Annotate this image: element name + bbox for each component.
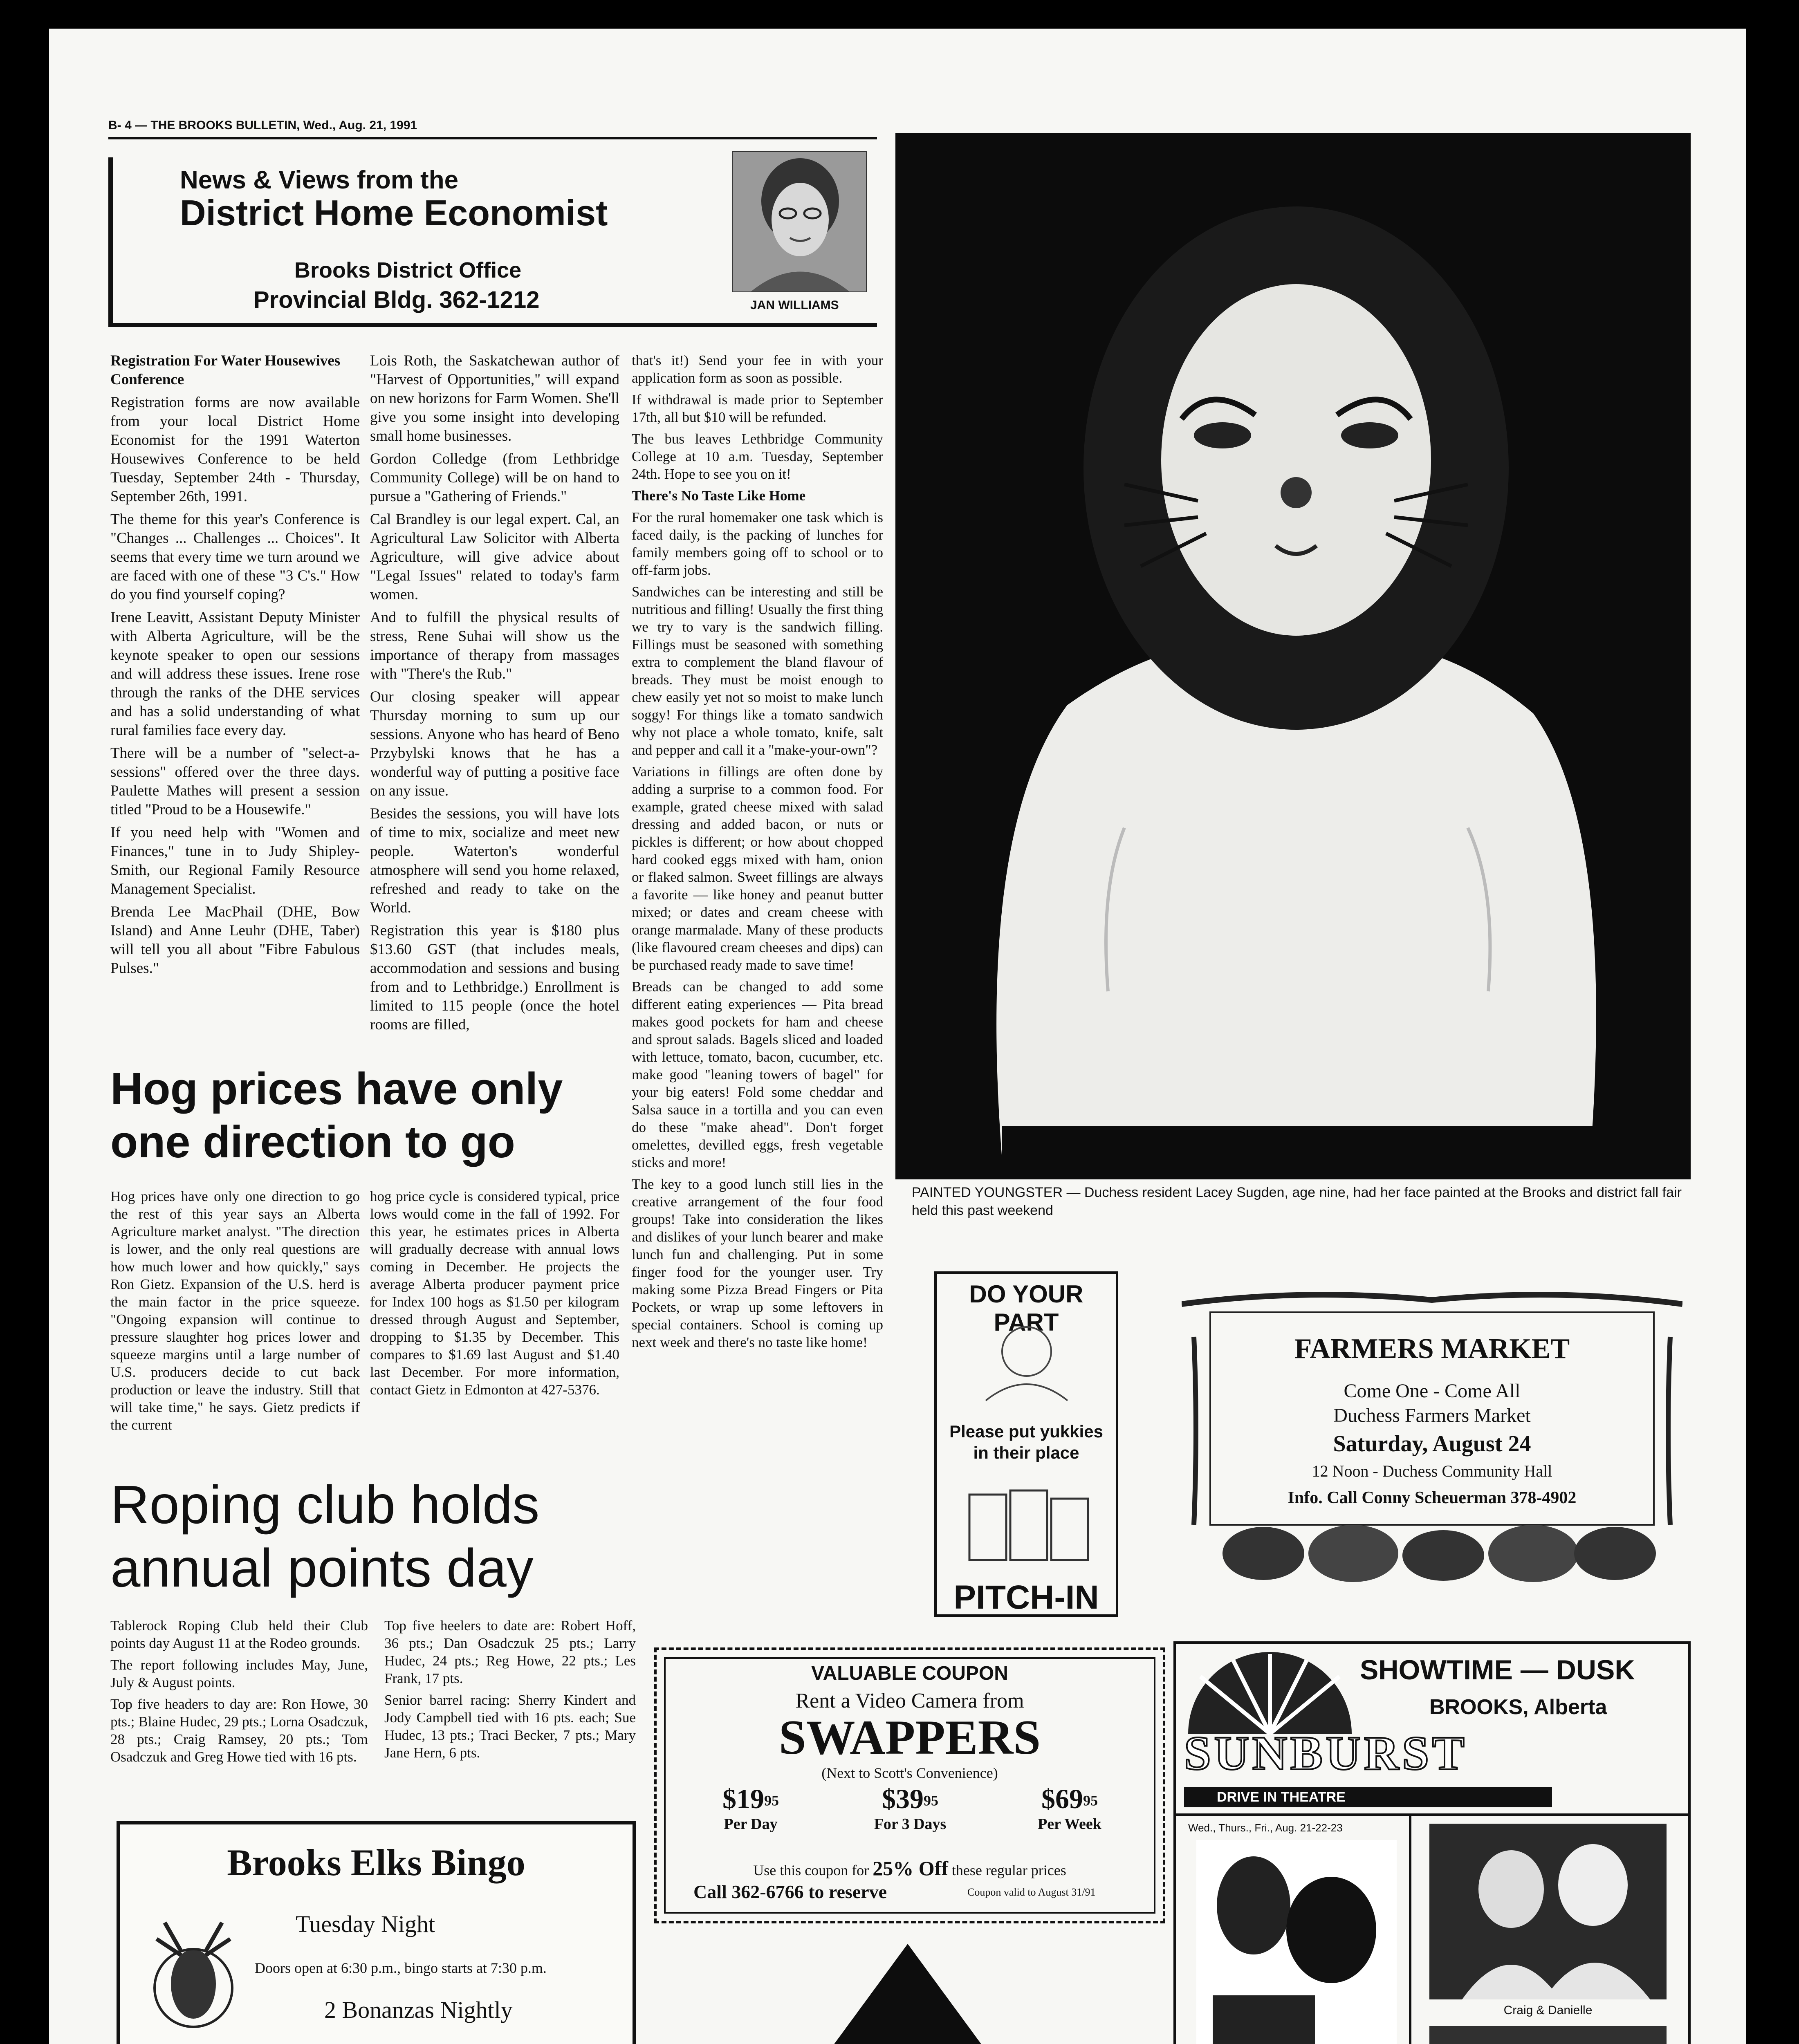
- roping-col-2: [384, 1617, 636, 1766]
- fair-photo-1: [1429, 1824, 1667, 1999]
- coupon-price: $69: [1041, 1783, 1083, 1814]
- coupon-cents: 95: [1083, 1792, 1098, 1809]
- coupon-term: Per Day: [724, 1815, 778, 1833]
- coupon-valid: Coupon valid to August 31/91: [967, 1886, 1096, 1898]
- sunburst-theatre-ad: [1173, 1641, 1691, 2044]
- hog-headline-1: Hog prices have only: [110, 1064, 563, 1114]
- article-paragraph: Variations in fillings are often done by adding a surprise to a common food. For example, grated cheese mixed with salad dressing and added bacon, or nuts or pickles is different; or how about chopped hard cooked eggs mixed with ham, onion or flaked salmon. Sweet fillings are always a favorite — like honey and peanut butter mixed; or dates and cream cheese with orange marmalade. Many of these products (like flavoured cream cheeses and dips) can be purchased ready made to save time!: [632, 764, 883, 973]
- elks-night: Tuesday Night: [296, 1911, 435, 1937]
- hog-col-2: hog price cycle is considered typical, price lows would come in the fall of 1992. For this year, he estimates prices in Alberta will gradually decrease with annual lows coming in December. He projects the average Alberta producer payment price for Index 100 hogs as $1.50 per kilogram dressed through August and September, dropping to $1.35 by December. This compares to $1.69 last August and $1.40 last December. For more information, contact Gietz in Edmonton at 427-5376.: [370, 1188, 619, 1398]
- coupon-price-3: [1008, 1783, 1131, 1833]
- elk-head-icon: [140, 1914, 247, 2037]
- photo-people-icon: [1429, 2026, 1667, 2044]
- show1-dates: Wed., Thurs., Fri., Aug. 21-22-23: [1188, 1822, 1343, 1834]
- article-paragraph: Brenda Lee MacPhail (DHE, Bow Island) and Anne Leuhr (DHE, Taber) will tell you all about "Fibre Fabulous Pulses.": [110, 903, 360, 977]
- article-subhead-2: There's No Taste Like Home: [632, 488, 806, 504]
- sunburst-icon: [1184, 1652, 1356, 1738]
- article-paragraph: Sandwiches can be interesting and still be nutritious and filling! Usually the first thing we try to vary is the sandwich filling. Fillings must be seasoned with something extra to complement the bland flavour of breads. They must be moist enough to chew easily yet not so moist to make lunch soggy! For things like a tomato sandwich why not place a whole tomato, knife, salt and pepper and call it a "make-your-own"?: [632, 584, 883, 758]
- article-paragraph: Besides the sessions, you will have lots of time to mix, socialize and meet new people. Waterton's wonderful atmosphere will send you home relaxed, refreshed and ready to take on the World.: [370, 805, 619, 916]
- header-line2: District Home Economist: [180, 193, 608, 233]
- roping-col-1: [110, 1617, 368, 1770]
- article-paragraph: If you need help with "Women and Finances," tune in to Judy Shipley-Smith, our Regional Family Resource Management Specialist.: [110, 824, 360, 897]
- coupon-call: Call 362-6766 to reserve: [693, 1881, 887, 1902]
- photo-caption: PAINTED YOUNGSTER — Duchess resident Lacey Sugden, age nine, had her face painted at the Brooks and district fall fair held this past weekend: [912, 1185, 1682, 1218]
- coupon-term: Per Week: [1038, 1815, 1101, 1833]
- roping-headline-2: annual points day: [110, 1538, 534, 1598]
- article-col-2: [370, 352, 619, 1038]
- coupon-price-2: [849, 1783, 971, 1833]
- coupon-term: For 3 Days: [874, 1815, 947, 1833]
- sunburst-showtime: SHOWTIME — DUSK: [1360, 1654, 1635, 1685]
- article-paragraph: The theme for this year's Conference is "Changes ... Challenges ... Choices". It seems that every time we turn around we are faced with one of these "3 C's." How do you find yourself coping?: [110, 511, 360, 603]
- sunburst-logo: SUNBURST: [1184, 1726, 1468, 1780]
- farmers-time: 12 Noon - Duchess Community Hall: [1312, 1462, 1552, 1480]
- article-paragraph: And to fulfill the physical results of stress, Rene Suhai will show us the importance of therapy from massages with "There's the Rub.": [370, 609, 619, 682]
- pitch-bottom: PITCH-IN: [953, 1579, 1099, 1616]
- coupon-use-line: [657, 1856, 1163, 1880]
- coupon-cents: 95: [924, 1792, 938, 1809]
- coupon-these: these regular prices: [951, 1862, 1066, 1878]
- elks-title: Brooks Elks Bingo: [227, 1842, 525, 1883]
- folio-rule: [108, 137, 877, 139]
- header-line4: Provincial Bldg. 362-1212: [253, 287, 540, 313]
- article-paragraph: Irene Leavitt, Assistant Deputy Minister with Alberta Agriculture, will be the keynote speaker to open our sessions and will address these issues. Irene rose through the ranks of the DHE services and has a solid understanding of what rural families face every day.: [110, 609, 360, 739]
- roping-paragraph: Top five headers to day are: Ron Howe, 30 pts.; Blaine Hudec, 29 pts.; Lorna Osadczuk, 28 pts.; Craig Ramsey, 20 pts.; Tom Osadczuk and Greg Howe tied with 16 pts.: [110, 1696, 368, 1765]
- roping-paragraph: Senior barrel racing: Sherry Kindert and Jody Campbell tied with 16 pts. each; Sue Hudec, 13 pts.; Traci Becker, 7 pts.; Mary Jane Hern, 6 pts.: [384, 1692, 636, 1761]
- fair-photo-2: [1429, 2026, 1667, 2044]
- article-paragraph: There will be a number of "select-a-sessions" offered over the three days. Paulette Mathes will present a session titled "Proud to be a Housewife.": [110, 745, 360, 818]
- photo-people-icon: [1429, 1824, 1667, 1999]
- brooks-hotel-ad: [654, 1944, 1161, 2044]
- coupon-rent: Rent a Video Camera from: [795, 1689, 1024, 1712]
- coupon-off: 25% Off: [873, 1857, 948, 1880]
- roping-headline-1: Roping club holds: [110, 1475, 540, 1535]
- article-paragraph: Registration this year is $180 plus $13.60 GST (that includes meals, accommodation and sessions and busing from and to Lethbridge.) Enrollment is limited to 115 people (once the hotel rooms are filled,: [370, 922, 619, 1033]
- sunburst-divider: [1176, 1813, 1688, 1816]
- elks-doors: Doors open at 6:30 p.m., bingo starts at 7:30 p.m.: [255, 1960, 547, 1976]
- article-paragraph: For the rural homemaker one task which is faced daily, is the packing of lunches for family members going off to school or to off-farm jobs.: [632, 509, 883, 578]
- trash-can-icon: [953, 1470, 1100, 1568]
- article-paragraph: Cal Brandley is our legal expert. Cal, an Agricultural Law Solicitor with Alberta Agriculture, will give advice about "Legal Issues" related to today's farm women.: [370, 511, 619, 603]
- article-paragraph: Gordon Colledge (from Lethbridge Community College) will be on hand to pursue a "Gathering of Friends.": [370, 450, 619, 505]
- farmers-title: FARMERS MARKET: [1294, 1333, 1570, 1365]
- farmers-info: Info. Call Conny Scheuerman 378-4902: [1288, 1488, 1577, 1507]
- article-paragraph: Our closing speaker will appear Thursday morning to sum up our sessions. Anyone who has heard of Beno Przybylski knows that he has a wonderful way of putting a positive face on any issue.: [370, 688, 619, 799]
- article-paragraph: If withdrawal is made prior to September 17th, all but $10 will be refunded.: [632, 392, 883, 425]
- pitch-in-ad: [934, 1271, 1118, 1617]
- hog-col-1: Hog prices have only one direction to go the rest of this year says an Alberta Agriculture market analyst. "The direction is lower, and the only real questions are how much lower and how quickly," says Ron Gietz. Expansion of the U.S. herd is the main factor in the price squeeze. "Ongoing expansion will continue to pressure slaughter hog prices lower and squeeze margins until a large number of U.S. producers decide to cut back production or leave the industry. Still that will take time," he says. Gietz predicts if the current: [110, 1188, 360, 1433]
- coupon-price: $39: [882, 1783, 924, 1814]
- roping-paragraph: The report following includes May, June, July & August points.: [110, 1657, 368, 1690]
- roping-paragraph: Tablerock Roping Club held their Club points day August 11 at the Rodeo grounds.: [110, 1618, 368, 1651]
- farmers-date: Saturday, August 24: [1333, 1431, 1531, 1457]
- black-diamond-shape: [654, 1944, 1161, 2044]
- fair-caption-1: Craig & Danielle: [1503, 2004, 1593, 2017]
- article-paragraph: Breads can be changed to add some different eating experiences — Pita bread makes good pockets for ham and cheese and sprout salads. Bagels sliced and loaded with lettuce, tomato, bacon, cucumber, etc. make good "leaning towers of bagel" for your big eaters! Fold some cheddar and Salsa sauce in a tortilla and you can even do these "make ahead". Don't forget omelettes, devilled eggs, fresh vegetable sticks and more!: [632, 979, 883, 1170]
- header-line1: News & Views from the: [180, 166, 459, 194]
- article-col-3: [632, 352, 883, 1355]
- swappers-coupon: [654, 1647, 1165, 1923]
- coupon-price: $19: [722, 1783, 764, 1814]
- movie-poster-1-icon: [1196, 1840, 1397, 2044]
- coupon-cents: 95: [764, 1792, 779, 1809]
- farmers-line2: Duchess Farmers Market: [1333, 1405, 1531, 1426]
- article-col-1: [110, 352, 360, 982]
- sunburst-drivein: DRIVE IN THEATRE: [1184, 1787, 1552, 1807]
- coupon-next: (Next to Scott's Convenience): [821, 1765, 998, 1781]
- farmers-line1: Come One - Come All: [1344, 1380, 1521, 1402]
- hog-headline-2: one direction to go: [110, 1117, 515, 1167]
- header-line3: Brooks District Office: [294, 258, 522, 282]
- sunburst-vline: [1409, 1813, 1411, 2044]
- coupon-use: Use this coupon for: [753, 1862, 869, 1878]
- pitch-middle: Please put yukkies in their place: [949, 1422, 1103, 1462]
- pitch-top: DO YOUR PART: [969, 1280, 1083, 1336]
- article-paragraph: The bus leaves Lethbridge Community College at 10 a.m. Tuesday, September 24th. Hope to see you on it!: [632, 431, 883, 482]
- article-paragraph: Lois Roth, the Saskatchewan author of "Harvest of Opportunities," will expand on new horizons for Farm Women. She'll give you some insight into developing small home businesses.: [370, 352, 619, 444]
- article-subhead: Registration For Water Housewives Conference: [110, 352, 341, 388]
- coupon-name: SWAPPERS: [778, 1710, 1041, 1764]
- article-paragraph: Registration forms are now available from your local District Home Economist for the 1991 Waterton Housewives Conference to be held Tuesday, September 24th - Thursday, September 26th, 1991.: [110, 394, 360, 505]
- pitch-illustration-top: [961, 1319, 1092, 1413]
- elks-bingo-ad: [117, 1821, 636, 2044]
- jan-williams-caption: JAN WILLIAMS: [750, 298, 839, 312]
- painted-youngster-photo: [895, 133, 1691, 1179]
- elks-bonanza: 2 Bonanzas Nightly: [324, 1997, 513, 2023]
- roping-paragraph: Top five heelers to date are: Robert Hoff, 36 pts.; Dan Osadczuk 25 pts.; Larry Hudec, 24 pts.; Reg Howe, 22 pts.; Les Frank, 17 pts.: [384, 1618, 636, 1686]
- jan-williams-photo: [732, 151, 867, 292]
- folio-line: B- 4 — THE BROOKS BULLETIN, Wed., Aug. 21, 1991: [108, 119, 417, 132]
- coupon-price-1: [689, 1783, 812, 1833]
- article-paragraph: The key to a good lunch still lies in the creative arrangement of the four food groups! Take into consideration the likes and dislikes of your lunch bearer and make lunch fun and challenging. Put in some finger food for the younger user. Try making some Pizza Bread Fingers or Pita Pockets, or wrap up some leftovers in special containers. School is coming up next week and there's no taste like home!: [632, 1176, 883, 1350]
- article-paragraph: that's it!) Send your fee in with your application form as soon as possible.: [632, 352, 883, 386]
- farmers-market-ad: [1182, 1288, 1682, 1590]
- sunburst-city: BROOKS, Alberta: [1429, 1695, 1607, 1719]
- coupon-label: VALUABLE COUPON: [811, 1663, 1008, 1684]
